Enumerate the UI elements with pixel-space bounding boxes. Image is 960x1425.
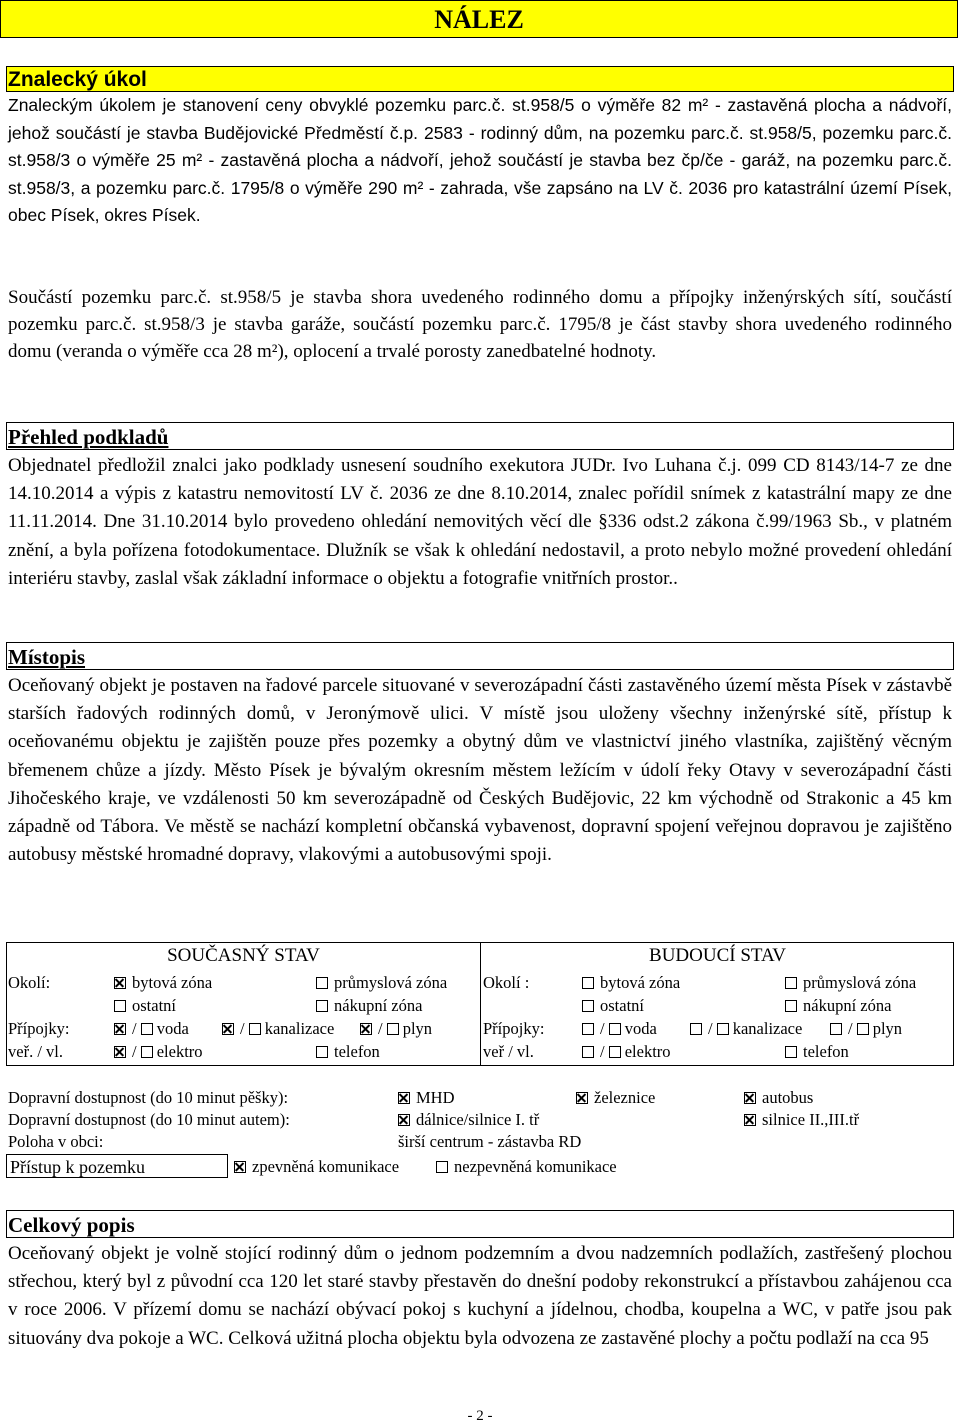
podklady-paragraph — [8, 452, 952, 593]
cur-elektro — [114, 1042, 203, 1062]
dalnice-label: dálnice/silnice I. tř — [416, 1110, 540, 1129]
cur-pripojky-label: Přípojky: — [8, 1019, 70, 1038]
checkbox-checked-icon — [576, 1092, 588, 1104]
fut-nakupni-label: nákupní zóna — [803, 996, 892, 1015]
opt-zeleznice — [576, 1088, 655, 1108]
cur-voda-label: voda — [156, 1019, 189, 1038]
ukol-p2-text: Součástí pozemku parc.č. st.958/5 je stavba shora uvedeného rodinného domu a přípojky inženýrských sítí, součástí pozemku parc.č. st.958/3 je stavba garáže, součástí pozemku parc.č. 1795/8 je část stavby shora uvedeného rodinného domu (veranda o výměře cca 28 m²), oplocení a trvalé porosty zanedbatelné hodnoty. — [8, 287, 952, 362]
pesky-label: Dopravní dostupnost (do 10 minut pěšky): — [8, 1088, 289, 1107]
section-header-ukol — [6, 66, 954, 92]
checkbox-empty-icon — [316, 1000, 328, 1012]
slash: / — [600, 1042, 605, 1061]
cur-ostatni-label: ostatní — [132, 996, 176, 1015]
zeleznice-label: železnice — [594, 1088, 656, 1107]
checkbox-empty-icon — [582, 1046, 594, 1058]
opt-autobus — [744, 1088, 813, 1108]
section-title-popis: Celkový popis — [8, 1213, 135, 1237]
checkbox-empty-icon — [582, 1023, 594, 1035]
fut-kanalizace — [690, 1019, 802, 1039]
fut-prumyslova — [785, 973, 916, 993]
cur-prumyslova — [316, 973, 447, 993]
cur-ver-label: veř. / vl. — [8, 1042, 63, 1061]
page-number: - 2 - — [467, 1408, 493, 1424]
opt-dalnice — [398, 1110, 539, 1130]
cur-telefon-label: telefon — [334, 1042, 380, 1061]
section-header-popis — [6, 1210, 954, 1238]
checkbox-checked-icon — [398, 1114, 410, 1126]
checkbox-empty-icon — [316, 1046, 328, 1058]
slash: / — [132, 1019, 137, 1038]
section-header-mistopis — [6, 642, 954, 670]
cur-kanalizace — [222, 1019, 334, 1039]
checkbox-checked-icon — [744, 1114, 756, 1126]
silnice-label: silnice II.,III.tř — [762, 1110, 860, 1129]
ukol-p1-text: Znaleckým úkolem je stanovení ceny obvyklé pozemku parc.č. st.958/5 o výměře 82 m² - zastavěná plocha a nádvoří, jehož součástí je stavba Budějovické Předměstí č.p. 2583 - rodinný dům, na pozemku parc.č. st.958/5, pozemku parc.č. st.958/3 o výměře 25 m² - zastavěná plocha a nádvoří, jehož součástí je stavba bez čp/če - garáž, na pozemku parc.č. st.958/3, a pozemku parc.č. 1795/8 o výměře 290 m² - zahrada, vše zapsáno na LV č. 2036 pro katastrální území Písek, obec Písek, okres Písek. — [8, 95, 952, 225]
opt-silnice — [744, 1110, 859, 1130]
nezpevnena-label: nezpevněná komunikace — [454, 1157, 617, 1176]
fut-okoli-label: Okolí : — [483, 973, 530, 992]
opt-mhd — [398, 1088, 455, 1108]
fut-bytova-label: bytová zóna — [600, 973, 681, 992]
slash: / — [378, 1019, 383, 1038]
checkbox-empty-icon — [785, 1000, 797, 1012]
checkbox-checked-icon — [114, 977, 126, 989]
poloha-label: Poloha v obci: — [8, 1132, 104, 1151]
slash: / — [848, 1019, 853, 1038]
page-title: NÁLEZ — [0, 0, 958, 38]
section-title-ukol: Znalecký úkol — [8, 68, 147, 91]
checkbox-checked-icon — [744, 1092, 756, 1104]
checkbox-empty-icon — [582, 977, 594, 989]
checkbox-checked-icon — [222, 1023, 234, 1035]
fut-voda-label: voda — [624, 1019, 657, 1038]
checkbox-empty-icon — [114, 1000, 126, 1012]
cur-plyn-label: plyn — [402, 1019, 433, 1038]
zpevnena-label: zpevněná komunikace — [252, 1157, 400, 1176]
cur-bytova-label: bytová zóna — [132, 973, 213, 992]
pristup-label: Přístup k pozemku — [10, 1157, 145, 1177]
checkbox-empty-icon — [609, 1023, 621, 1035]
checkbox-empty-icon — [785, 977, 797, 989]
checkbox-empty-icon — [141, 1046, 153, 1058]
checkbox-empty-icon — [249, 1023, 261, 1035]
mhd-label: MHD — [416, 1088, 455, 1107]
opt-zpevnena — [234, 1157, 399, 1177]
fut-plyn — [830, 1019, 902, 1039]
checkbox-empty-icon — [830, 1023, 842, 1035]
checkbox-empty-icon — [609, 1046, 621, 1058]
fut-ver-label: veř / vl. — [483, 1042, 534, 1061]
slash: / — [132, 1042, 137, 1061]
mistopis-p1-text: Oceňovaný objekt je postaven na řadové parcele situované v severozápadní části zastavěného území města Písek v zástavbě starších řadových rodinných domů, v Jeronýmově ulici. V místě jsou uloženy všechny inženýrské sítě, přístup k oceňovanému objektu je zajištěn pouze přes pozemky a obytný dům ve vlastnictví jiného vlastníka, zajištěný věcným břemenem chůze a jízdy. Město Písek je bývalým okresním městem ležícím v údolí řeky Otavy v severozápadní části Jihočeského kraje, ve vzdálenosti 50 km severozápadně od Českých Budějovic, 22 km východně od Strakonic a 45 km západně od Tábora. Ve městě se nachází kompletní občanská vybavenost, dopravní spojení veřejnou dopravou je zajištěno autobusy městské hromadné dopravy, vlakovými a autobusovými spoji. — [8, 675, 952, 866]
fut-elektro-label: elektro — [624, 1042, 671, 1061]
popis-paragraph — [8, 1240, 952, 1353]
fut-prumyslova-label: průmyslová zóna — [803, 973, 917, 992]
checkbox-empty-icon — [141, 1023, 153, 1035]
checkbox-empty-icon — [387, 1023, 399, 1035]
fut-telefon-label: telefon — [803, 1042, 849, 1061]
fut-nakupni — [785, 996, 891, 1016]
autem-label: Dopravní dostupnost (do 10 minut autem): — [8, 1110, 290, 1129]
fut-telefon — [785, 1042, 849, 1062]
fut-pripojky-label: Přípojky: — [483, 1019, 545, 1038]
cur-kanalizace-label: kanalizace — [264, 1019, 335, 1038]
cur-okoli-label: Okolí: — [8, 973, 51, 992]
cur-plyn — [360, 1019, 432, 1039]
future-state-title: BUDOUCÍ STAV — [649, 945, 786, 966]
poloha-value: širší centrum - zástavba RD — [398, 1132, 582, 1151]
cur-voda — [114, 1019, 189, 1039]
slash: / — [708, 1019, 713, 1038]
cur-telefon — [316, 1042, 380, 1062]
checkbox-empty-icon — [582, 1000, 594, 1012]
cur-prumyslova-label: průmyslová zóna — [334, 973, 448, 992]
fut-bytova — [582, 973, 680, 993]
checkbox-empty-icon — [316, 977, 328, 989]
fut-kanalizace-label: kanalizace — [732, 1019, 803, 1038]
checkbox-empty-icon — [436, 1161, 448, 1173]
cur-bytova — [114, 973, 212, 993]
popis-p1-text: Oceňovaný objekt je volně stojící rodinný dům o jednom podzemním a dvou nadzemních podlažích, zastřešený plochou střechou, který byl z původní cca 120 let staré stavby přestavěn do dnešní podoby rekonstrukcí a přístavbou zahájenou cca v roce 2006. V přízemí domu se nachází obývací pokoj s kuchyní a jídelnou, chodba, koupelna a WC, v patře jsou pak situovány dva pokoje a WC. Celková užitná plocha objektu byla odvozena ze zastavěné plochy a počtu podlaží na cca 95 — [8, 1243, 952, 1349]
slash: / — [240, 1019, 245, 1038]
checkbox-empty-icon — [785, 1046, 797, 1058]
checkbox-empty-icon — [717, 1023, 729, 1035]
fut-ostatni-label: ostatní — [600, 996, 644, 1015]
checkbox-checked-icon — [360, 1023, 372, 1035]
section-title-podklady: Přehled podkladů — [8, 425, 169, 449]
cur-nakupni — [316, 996, 422, 1016]
checkbox-checked-icon — [114, 1023, 126, 1035]
slash: / — [600, 1019, 605, 1038]
fut-plyn-label: plyn — [872, 1019, 903, 1038]
checkbox-empty-icon — [857, 1023, 869, 1035]
ukol-paragraph-1 — [8, 92, 952, 230]
fut-elektro — [582, 1042, 671, 1062]
cur-nakupni-label: nákupní zóna — [334, 996, 423, 1015]
cur-ostatni — [114, 996, 176, 1016]
section-title-mistopis: Místopis — [8, 645, 86, 669]
checkbox-empty-icon — [690, 1023, 702, 1035]
mistopis-paragraph — [8, 672, 952, 869]
ukol-paragraph-2 — [8, 284, 952, 365]
autobus-label: autobus — [762, 1088, 814, 1107]
cur-elektro-label: elektro — [156, 1042, 203, 1061]
checkbox-checked-icon — [398, 1092, 410, 1104]
current-state-title: SOUČASNÝ STAV — [167, 945, 320, 966]
checkbox-checked-icon — [114, 1046, 126, 1058]
fut-ostatni — [582, 996, 644, 1016]
fut-voda — [582, 1019, 657, 1039]
podklady-p1-text: Objednatel předložil znalci jako podklady usnesení soudního exekutora JUDr. Ivo Luhana č.j. 099 CD 8143/14-7 ze dne 14.10.2014 a výpis z katastru nemovitostí LV č. 2036 ze dne 8.10.2014, znalec pořídil snímek z katastrální mapy ze dne 11.11.2014. Dne 31.10.2014 bylo provedeno ohledání nemovitých věcí dle §336 odst.2 zákona č.99/1963 Sb., v platném znění, a byla pořízena fotodokumentace. Dlužník se však k ohledání nedostavil, a proto nebylo možné provedení ohledání interiéru stavby, zaslal však základní informace o objektu a fotografie vnitřních prostor.. — [8, 455, 952, 589]
checkbox-checked-icon — [234, 1161, 246, 1173]
opt-nezpevnena — [436, 1157, 617, 1177]
